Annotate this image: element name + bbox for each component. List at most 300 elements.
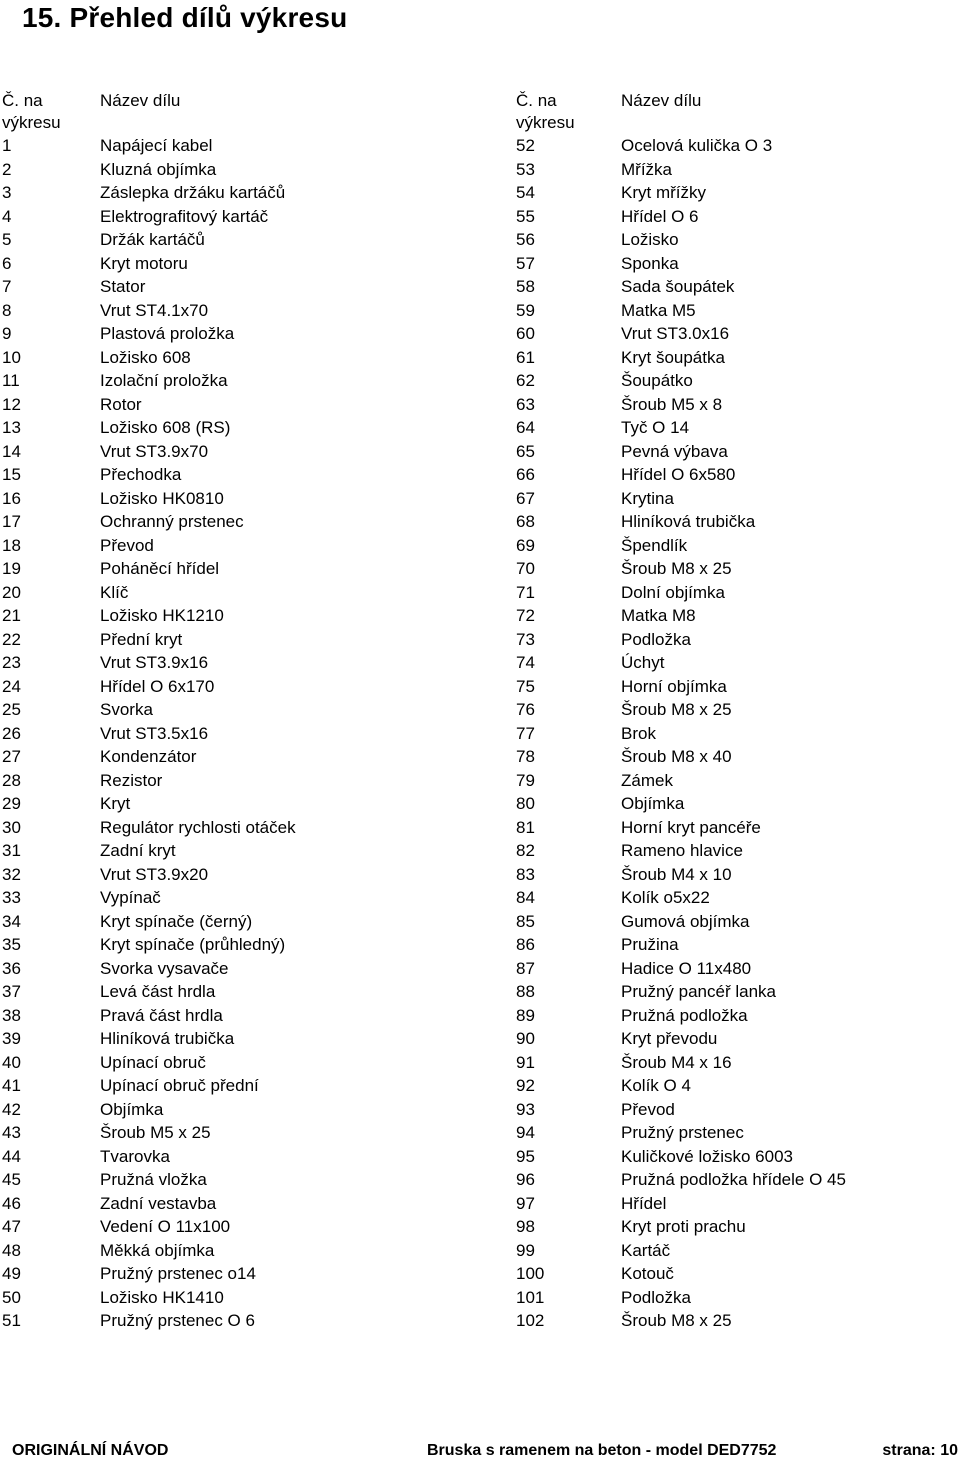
part-number: 25 bbox=[2, 700, 21, 719]
part-number: 18 bbox=[2, 535, 21, 555]
part-name: Upínací obruč bbox=[100, 1052, 206, 1072]
part-row bbox=[516, 1028, 946, 1052]
part-row bbox=[2, 229, 472, 253]
part-name: Kryt mřížky bbox=[621, 183, 706, 202]
part-name: Kartáč bbox=[621, 1240, 671, 1260]
part-name: Svorka bbox=[100, 700, 153, 719]
part-name: Kondenzátor bbox=[100, 747, 197, 766]
part-name: Ložisko 608 bbox=[100, 347, 191, 367]
part-number: 9 bbox=[2, 324, 12, 343]
part-name: Ocelová kulička O 3 bbox=[621, 136, 773, 155]
part-number: 96 bbox=[516, 1170, 535, 1189]
part-name: Stator bbox=[100, 277, 146, 296]
part-row bbox=[2, 394, 472, 418]
part-row bbox=[2, 488, 472, 512]
part-row bbox=[2, 1263, 472, 1287]
part-row bbox=[2, 1287, 472, 1311]
part-row bbox=[2, 1240, 472, 1264]
part-number: 55 bbox=[516, 206, 535, 226]
part-number: 34 bbox=[2, 911, 21, 931]
part-row bbox=[516, 488, 946, 512]
part-row bbox=[516, 300, 946, 324]
part-row bbox=[516, 276, 946, 300]
part-name: Vrut ST3.9x16 bbox=[100, 653, 209, 672]
part-number: 69 bbox=[516, 535, 535, 555]
part-name: Klíč bbox=[100, 582, 129, 602]
part-name: Ložisko bbox=[621, 230, 679, 249]
part-number: 82 bbox=[516, 841, 535, 860]
footer-product-name: Bruska s ramenem na beton - model DED7752 bbox=[427, 1442, 777, 1459]
part-row bbox=[2, 981, 472, 1005]
part-number: 92 bbox=[516, 1076, 535, 1095]
part-name: Kryt motoru bbox=[100, 253, 188, 273]
part-row bbox=[2, 441, 472, 465]
part-name: Plastová proložka bbox=[100, 324, 235, 343]
part-name: Tyč O 14 bbox=[621, 418, 690, 437]
part-name: Zadní vestavba bbox=[100, 1193, 217, 1213]
part-number: 57 bbox=[516, 253, 535, 273]
part-name: Hřídel O 6 bbox=[621, 206, 699, 226]
part-number: 64 bbox=[516, 418, 535, 437]
part-number: 24 bbox=[2, 676, 21, 696]
part-name: Hřídel bbox=[621, 1193, 667, 1213]
part-row bbox=[516, 1287, 946, 1311]
part-row bbox=[2, 1005, 472, 1029]
part-number: 26 bbox=[2, 723, 21, 743]
part-number: 27 bbox=[2, 747, 21, 766]
part-row bbox=[516, 253, 946, 277]
part-number: 53 bbox=[516, 159, 535, 179]
part-number: 11 bbox=[2, 371, 20, 390]
part-name: Tvarovka bbox=[100, 1146, 170, 1166]
part-row bbox=[516, 817, 946, 841]
part-number: 3 bbox=[2, 183, 12, 202]
part-number: 67 bbox=[516, 488, 535, 508]
part-row bbox=[2, 958, 472, 982]
part-row bbox=[516, 159, 946, 183]
part-number: 16 bbox=[2, 488, 21, 508]
part-row bbox=[2, 1216, 472, 1240]
part-number: 35 bbox=[2, 935, 21, 954]
part-number: 44 bbox=[2, 1146, 21, 1166]
part-row bbox=[2, 347, 472, 371]
part-number: 84 bbox=[516, 888, 535, 907]
part-row bbox=[516, 511, 946, 535]
part-name: Sponka bbox=[621, 253, 679, 273]
part-row bbox=[516, 1005, 946, 1029]
part-name: Pružný prstenec bbox=[621, 1123, 744, 1142]
part-row bbox=[516, 723, 946, 747]
part-name: Vrut ST3.9x20 bbox=[100, 864, 209, 884]
part-row bbox=[2, 300, 472, 324]
part-name: Pružná vložka bbox=[100, 1170, 207, 1189]
part-name: Kryt spínače (průhledný) bbox=[100, 935, 286, 954]
part-number: 101 bbox=[516, 1287, 545, 1307]
part-name: Vrut ST4.1x70 bbox=[100, 300, 209, 320]
part-number: 100 bbox=[516, 1264, 545, 1283]
part-number: 36 bbox=[2, 958, 21, 978]
part-name: Kuličkové ložisko 6003 bbox=[621, 1146, 793, 1166]
part-number: 14 bbox=[2, 441, 21, 461]
part-row bbox=[2, 1122, 472, 1146]
part-row bbox=[2, 582, 472, 606]
part-name: Šroub M4 x 10 bbox=[621, 864, 732, 884]
part-name: Pružný pancéř lanka bbox=[621, 982, 776, 1001]
part-name: Hřídel O 6x170 bbox=[100, 676, 215, 696]
part-row bbox=[2, 676, 472, 700]
part-number: 8 bbox=[2, 300, 12, 320]
part-number: 99 bbox=[516, 1240, 535, 1260]
part-number: 68 bbox=[516, 512, 535, 531]
part-row bbox=[2, 417, 472, 441]
part-number: 20 bbox=[2, 582, 21, 602]
part-name: Pevná výbava bbox=[621, 441, 728, 461]
part-number: 65 bbox=[516, 441, 535, 461]
part-row bbox=[516, 370, 946, 394]
parts-rows-right bbox=[516, 135, 946, 1334]
part-number: 52 bbox=[516, 136, 535, 155]
part-number: 40 bbox=[2, 1052, 21, 1072]
part-name: Podložka bbox=[621, 629, 691, 649]
part-name: Podložka bbox=[621, 1287, 691, 1307]
part-name: Šoupátko bbox=[621, 371, 693, 390]
part-row bbox=[2, 1310, 472, 1334]
part-row bbox=[2, 323, 472, 347]
part-name: Horní kryt pancéře bbox=[621, 817, 761, 837]
part-row bbox=[516, 1146, 946, 1170]
part-row bbox=[2, 723, 472, 747]
part-number: 61 bbox=[516, 347, 535, 367]
part-number: 78 bbox=[516, 747, 535, 766]
part-number: 89 bbox=[516, 1005, 535, 1025]
part-number: 85 bbox=[516, 911, 535, 931]
part-name: Kolík O 4 bbox=[621, 1076, 691, 1095]
part-row bbox=[2, 629, 472, 653]
part-name: Kolík o5x22 bbox=[621, 888, 710, 907]
part-name: Pružina bbox=[621, 935, 679, 954]
parts-rows-left bbox=[2, 135, 472, 1334]
part-row bbox=[516, 417, 946, 441]
header-part-name: Název dílu bbox=[621, 91, 702, 110]
header-part-name: Název dílu bbox=[100, 91, 181, 110]
part-number: 10 bbox=[2, 347, 21, 367]
part-row bbox=[516, 441, 946, 465]
part-number: 80 bbox=[516, 794, 535, 813]
part-name: Záslepka držáku kartáčů bbox=[100, 183, 286, 202]
part-name: Pružná podložka bbox=[621, 1005, 748, 1025]
part-number: 37 bbox=[2, 982, 21, 1001]
part-row bbox=[516, 1263, 946, 1287]
part-name: Kryt spínače (černý) bbox=[100, 911, 253, 931]
part-name: Hadice O 11x480 bbox=[621, 958, 752, 978]
part-number: 22 bbox=[2, 629, 21, 649]
part-number: 2 bbox=[2, 159, 12, 179]
part-row bbox=[2, 182, 472, 206]
part-number: 30 bbox=[2, 817, 21, 837]
part-name: Vrut ST3.5x16 bbox=[100, 723, 209, 743]
part-row bbox=[2, 135, 472, 159]
part-row bbox=[516, 323, 946, 347]
part-number: 74 bbox=[516, 653, 535, 672]
parts-list-left bbox=[2, 90, 472, 1334]
part-row bbox=[2, 770, 472, 794]
part-number: 46 bbox=[2, 1193, 21, 1213]
part-number: 102 bbox=[516, 1311, 545, 1330]
part-row bbox=[516, 958, 946, 982]
part-row bbox=[2, 911, 472, 935]
part-name: Gumová objímka bbox=[621, 911, 750, 931]
part-name: Vypínač bbox=[100, 888, 161, 907]
part-name: Objímka bbox=[621, 794, 685, 813]
part-row bbox=[516, 535, 946, 559]
part-name: Šroub M8 x 25 bbox=[621, 700, 732, 719]
part-number: 41 bbox=[2, 1076, 21, 1095]
part-number: 45 bbox=[2, 1170, 21, 1189]
part-row bbox=[516, 629, 946, 653]
part-row bbox=[516, 652, 946, 676]
part-name: Pružný prstenec o14 bbox=[100, 1264, 256, 1283]
part-name: Kryt šoupátka bbox=[621, 347, 725, 367]
part-name: Zadní kryt bbox=[100, 841, 176, 860]
part-row bbox=[516, 206, 946, 230]
part-row bbox=[2, 535, 472, 559]
part-number: 86 bbox=[516, 935, 535, 954]
part-name: Matka M5 bbox=[621, 300, 696, 320]
part-name: Napájecí kabel bbox=[100, 136, 213, 155]
part-name: Dolní objímka bbox=[621, 582, 725, 602]
part-number: 54 bbox=[516, 183, 535, 202]
part-number: 91 bbox=[516, 1052, 535, 1072]
part-row bbox=[516, 699, 946, 723]
part-number: 66 bbox=[516, 465, 535, 484]
part-name: Zámek bbox=[621, 770, 673, 790]
part-row bbox=[2, 605, 472, 629]
part-name: Pružná podložka hřídele O 45 bbox=[621, 1170, 846, 1189]
part-name: Ložisko HK0810 bbox=[100, 488, 224, 508]
part-number: 70 bbox=[516, 559, 535, 578]
part-row bbox=[516, 1216, 946, 1240]
page-title: 15. Přehled dílů výkresu bbox=[22, 2, 348, 33]
part-name: Převod bbox=[100, 535, 154, 555]
part-number: 72 bbox=[516, 606, 535, 625]
part-number: 76 bbox=[516, 700, 535, 719]
part-name: Izolační proložka bbox=[100, 371, 228, 390]
part-name: Vedení O 11x100 bbox=[100, 1217, 231, 1236]
part-name: Převod bbox=[621, 1099, 675, 1119]
part-row bbox=[2, 1146, 472, 1170]
part-row bbox=[2, 464, 472, 488]
part-number: 7 bbox=[2, 277, 12, 296]
part-name: Krytina bbox=[621, 488, 674, 508]
part-name: Vrut ST3.0x16 bbox=[621, 324, 730, 343]
part-row bbox=[516, 911, 946, 935]
part-row bbox=[516, 840, 946, 864]
part-number: 33 bbox=[2, 888, 21, 907]
parts-list-right bbox=[516, 90, 946, 1334]
part-row bbox=[2, 558, 472, 582]
part-name: Šroub M5 x 25 bbox=[100, 1123, 211, 1142]
part-number: 23 bbox=[2, 653, 21, 672]
part-number: 90 bbox=[516, 1029, 535, 1048]
part-row bbox=[516, 605, 946, 629]
part-number: 31 bbox=[2, 841, 21, 860]
part-row bbox=[516, 1240, 946, 1264]
part-name: Kryt bbox=[100, 794, 131, 813]
part-row bbox=[2, 934, 472, 958]
part-number: 81 bbox=[516, 817, 535, 837]
part-number: 42 bbox=[2, 1099, 21, 1119]
part-row bbox=[2, 511, 472, 535]
part-row bbox=[516, 746, 946, 770]
part-row bbox=[2, 1169, 472, 1193]
part-row bbox=[516, 582, 946, 606]
part-number: 32 bbox=[2, 864, 21, 884]
part-number: 1 bbox=[2, 136, 12, 155]
part-name: Rezistor bbox=[100, 770, 163, 790]
part-number: 75 bbox=[516, 676, 535, 696]
part-number: 50 bbox=[2, 1287, 21, 1307]
part-number: 17 bbox=[2, 512, 21, 531]
part-number: 4 bbox=[2, 206, 12, 226]
part-row bbox=[2, 159, 472, 183]
part-row bbox=[516, 1052, 946, 1076]
part-row bbox=[516, 558, 946, 582]
table-header bbox=[516, 90, 946, 135]
part-number: 28 bbox=[2, 770, 21, 790]
page-footer bbox=[0, 1441, 960, 1461]
part-number: 77 bbox=[516, 723, 535, 743]
part-row bbox=[2, 206, 472, 230]
part-number: 12 bbox=[2, 394, 21, 414]
part-name: Upínací obruč přední bbox=[100, 1076, 259, 1095]
part-name: Šroub M4 x 16 bbox=[621, 1052, 732, 1072]
part-row bbox=[2, 1052, 472, 1076]
part-row bbox=[2, 699, 472, 723]
part-name: Rotor bbox=[100, 394, 142, 414]
part-name: Úchyt bbox=[621, 653, 665, 672]
part-row bbox=[516, 676, 946, 700]
part-name: Vrut ST3.9x70 bbox=[100, 441, 209, 461]
part-row bbox=[2, 887, 472, 911]
part-row bbox=[516, 135, 946, 159]
part-number: 5 bbox=[2, 230, 12, 249]
part-name: Kryt proti prachu bbox=[621, 1217, 746, 1236]
part-row bbox=[516, 1075, 946, 1099]
part-number: 47 bbox=[2, 1217, 21, 1236]
part-name: Šroub M8 x 25 bbox=[621, 1311, 732, 1330]
part-name: Svorka vysavače bbox=[100, 958, 229, 978]
part-name: Ochranný prstenec bbox=[100, 512, 244, 531]
part-name: Pružný prstenec O 6 bbox=[100, 1311, 255, 1330]
part-name: Měkká objímka bbox=[100, 1240, 215, 1260]
part-row bbox=[516, 464, 946, 488]
part-number: 21 bbox=[2, 606, 21, 625]
part-name: Ložisko 608 (RS) bbox=[100, 418, 231, 437]
part-number: 56 bbox=[516, 230, 535, 249]
part-number: 83 bbox=[516, 864, 535, 884]
part-number: 58 bbox=[516, 277, 535, 296]
part-number: 51 bbox=[2, 1311, 21, 1330]
part-row bbox=[516, 229, 946, 253]
part-number: 71 bbox=[516, 582, 535, 602]
part-number: 19 bbox=[2, 559, 21, 578]
part-name: Kluzná objímka bbox=[100, 159, 217, 179]
part-row bbox=[2, 253, 472, 277]
part-number: 79 bbox=[516, 770, 535, 790]
part-number: 94 bbox=[516, 1123, 535, 1142]
part-name: Hliníková trubička bbox=[621, 512, 756, 531]
part-name: Pravá část hrdla bbox=[100, 1005, 223, 1025]
part-row bbox=[2, 652, 472, 676]
part-name: Přední kryt bbox=[100, 629, 183, 649]
part-row bbox=[2, 370, 472, 394]
part-row bbox=[2, 840, 472, 864]
part-row bbox=[2, 793, 472, 817]
part-name: Kotouč bbox=[621, 1264, 674, 1283]
part-number: 95 bbox=[516, 1146, 535, 1166]
header-drawing-number: Č. na výkresu bbox=[516, 91, 575, 132]
part-row bbox=[516, 864, 946, 888]
part-name: Levá část hrdla bbox=[100, 982, 216, 1001]
part-row bbox=[2, 1193, 472, 1217]
part-number: 43 bbox=[2, 1123, 21, 1142]
part-name: Ložisko HK1410 bbox=[100, 1287, 224, 1307]
part-number: 73 bbox=[516, 629, 535, 649]
part-number: 39 bbox=[2, 1029, 21, 1048]
part-number: 97 bbox=[516, 1193, 535, 1213]
part-name: Rameno hlavice bbox=[621, 841, 743, 860]
part-name: Šroub M8 x 25 bbox=[621, 559, 732, 578]
part-row bbox=[516, 1169, 946, 1193]
part-name: Držák kartáčů bbox=[100, 230, 205, 249]
part-name: Přechodka bbox=[100, 465, 182, 484]
part-name: Brok bbox=[621, 723, 656, 743]
part-row bbox=[2, 276, 472, 300]
part-row bbox=[516, 887, 946, 911]
part-name: Ložisko HK1210 bbox=[100, 606, 224, 625]
part-row bbox=[2, 817, 472, 841]
part-row bbox=[2, 1099, 472, 1123]
part-number: 59 bbox=[516, 300, 535, 320]
part-name: Poháněcí hřídel bbox=[100, 559, 220, 578]
part-row bbox=[2, 1028, 472, 1052]
part-name: Sada šoupátek bbox=[621, 277, 735, 296]
footer-manual-label: ORIGINÁLNÍ NÁVOD bbox=[12, 1442, 169, 1459]
part-name: Regulátor rychlosti otáček bbox=[100, 817, 296, 837]
part-number: 38 bbox=[2, 1005, 21, 1025]
part-number: 13 bbox=[2, 418, 21, 437]
part-number: 88 bbox=[516, 982, 535, 1001]
part-row bbox=[516, 1310, 946, 1334]
part-number: 98 bbox=[516, 1217, 535, 1236]
part-row bbox=[516, 1193, 946, 1217]
part-number: 93 bbox=[516, 1099, 535, 1119]
part-name: Mřížka bbox=[621, 159, 672, 179]
part-name: Horní objímka bbox=[621, 676, 727, 696]
part-row bbox=[516, 347, 946, 371]
part-name: Šroub M5 x 8 bbox=[621, 394, 723, 414]
part-number: 87 bbox=[516, 958, 535, 978]
part-name: Matka M8 bbox=[621, 606, 696, 625]
part-number: 48 bbox=[2, 1240, 21, 1260]
part-row bbox=[516, 770, 946, 794]
footer-page-number: strana: 10 bbox=[882, 1442, 958, 1459]
part-row bbox=[516, 981, 946, 1005]
part-row bbox=[516, 182, 946, 206]
part-number: 63 bbox=[516, 394, 535, 414]
part-number: 15 bbox=[2, 465, 21, 484]
part-row bbox=[516, 1099, 946, 1123]
